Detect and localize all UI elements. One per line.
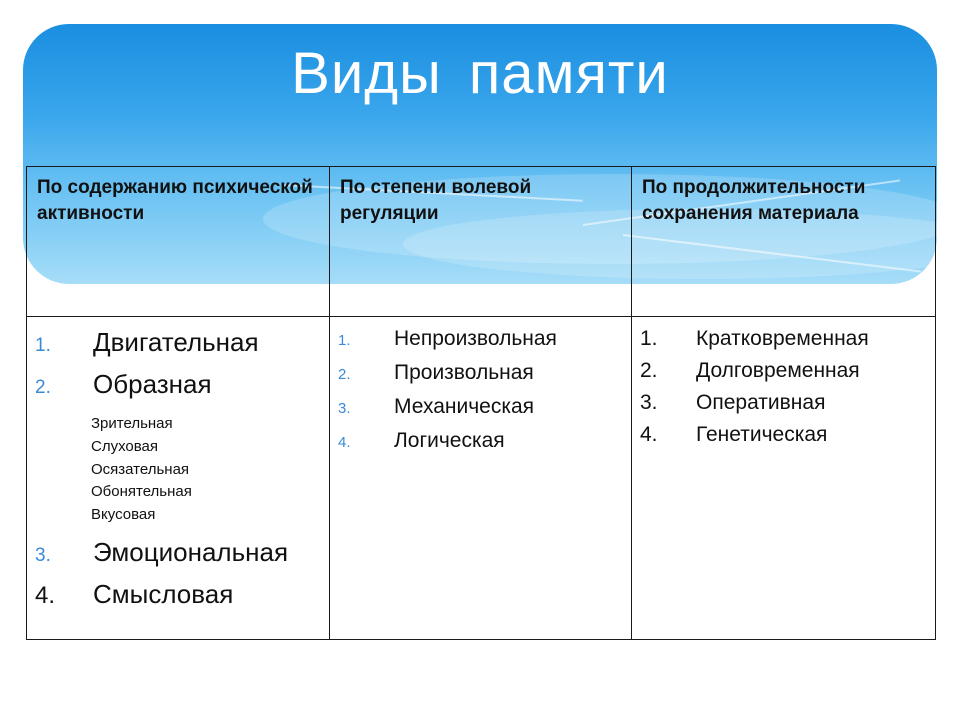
list-item: 1. Кратковременная bbox=[640, 327, 869, 350]
table-row bbox=[27, 317, 936, 640]
list-item: 4. Генетическая bbox=[640, 423, 828, 446]
list-item: 4. Смысловая bbox=[35, 578, 234, 609]
header-by-content: По содержанию психической активности bbox=[27, 167, 330, 317]
list-item: 3. Эмоциональная bbox=[35, 536, 289, 567]
header-by-duration: По продолжительности сохранения материала bbox=[632, 167, 936, 317]
list-item: 1. Двигательная bbox=[35, 327, 259, 357]
list-item: 2. Долговременная bbox=[640, 359, 860, 382]
list-item: 2. Произвольная bbox=[338, 361, 534, 384]
will-regulation-cell bbox=[330, 317, 632, 640]
sub-item: Вкусовая bbox=[91, 506, 156, 524]
will-regulation-list bbox=[338, 323, 631, 459]
list-item: 3. Механическая bbox=[338, 395, 535, 418]
sub-item: Зрительная bbox=[91, 415, 173, 432]
list-item: 3. Оперативная bbox=[640, 391, 826, 414]
content-types-list-continued bbox=[35, 533, 329, 615]
table-header-row bbox=[27, 167, 936, 317]
list-item: 4. Логическая bbox=[338, 429, 505, 452]
page-title: Виды памяти bbox=[291, 41, 669, 106]
sub-item: Осязательная bbox=[91, 460, 190, 478]
figurative-subtypes bbox=[35, 413, 329, 527]
sub-item: Обонятельная bbox=[91, 483, 192, 501]
content-types-cell bbox=[27, 317, 330, 640]
header-by-will-regulation: По степени волевой регуляции bbox=[330, 167, 632, 317]
duration-list bbox=[640, 323, 935, 451]
content-types-list bbox=[35, 323, 329, 407]
list-item: 2. Образная bbox=[35, 369, 212, 399]
list-item: 1. Непроизвольная bbox=[338, 327, 557, 350]
sub-item: Слуховая bbox=[91, 437, 159, 455]
duration-cell bbox=[632, 317, 936, 640]
memory-types-table bbox=[26, 166, 936, 640]
